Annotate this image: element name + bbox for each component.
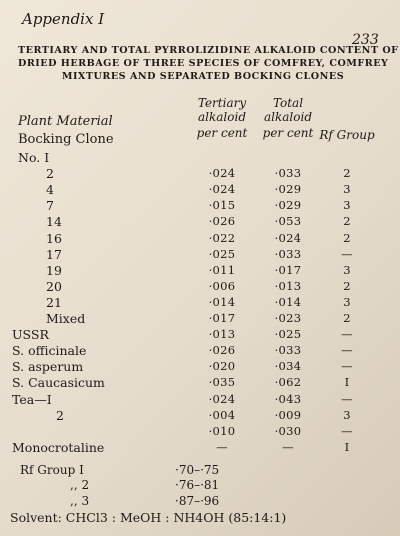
row-tertiary: ·014 (208, 295, 236, 309)
row-total: ·014 (274, 295, 302, 309)
page-number: 233 (352, 32, 379, 48)
rf-group-2-label: ,, 2 (70, 478, 90, 492)
row-label: Tea—I (12, 392, 52, 407)
row-label: 14 (46, 214, 62, 229)
row-label: 2 (56, 408, 64, 423)
rf-group-3-range: ·87–·96 (175, 494, 220, 508)
row-tertiary: ·004 (208, 408, 236, 422)
row-tertiary: ·026 (208, 214, 236, 228)
row-label: 4 (46, 182, 54, 197)
row-rf-group: 2 (343, 214, 351, 228)
row-rf-group: — (341, 359, 353, 373)
row-total: ·033 (274, 166, 302, 180)
row-total: ·009 (274, 408, 302, 422)
row-tertiary: ·010 (208, 424, 236, 438)
row-rf-group: 3 (343, 295, 351, 309)
appendix-heading: Appendix I (22, 10, 105, 28)
total-header-2: alkaloid (264, 110, 312, 124)
row-tertiary: ·025 (208, 247, 236, 261)
tertiary-header-3: per cent (196, 126, 248, 140)
tertiary-header-2: alkaloid (198, 110, 246, 124)
row-label: Monocrotaline (12, 440, 105, 455)
row-tertiary: ·026 (208, 343, 236, 357)
row-rf-group: 3 (343, 408, 351, 422)
row-tertiary: ·020 (208, 359, 236, 373)
row-rf-group: 2 (343, 231, 351, 245)
row-label: USSR (12, 327, 49, 342)
row-total: ·043 (274, 392, 302, 406)
row-total: ·033 (274, 343, 302, 357)
row-tertiary: ·015 (208, 198, 236, 212)
row-total: ·013 (274, 279, 302, 293)
row-rf-group: 2 (343, 311, 351, 325)
row-total: ·024 (274, 231, 302, 245)
row-label: S. officinale (12, 343, 87, 358)
row-label: 2 (46, 166, 54, 181)
row-tertiary: ·017 (208, 311, 236, 325)
row-total: ·033 (274, 247, 302, 261)
row-total: ·025 (274, 327, 302, 341)
row-rf-group: — (341, 392, 353, 406)
row-tertiary: ·024 (208, 392, 236, 406)
row-label: S. Caucasicum (12, 375, 105, 390)
row-rf-group: — (341, 247, 353, 261)
bocking-clone-header: Bocking Clone (18, 132, 114, 147)
row-label: 21 (46, 295, 62, 310)
row-label: S. asperum (12, 359, 84, 374)
row-rf-group: 2 (343, 279, 351, 293)
rf-group-1-label: Rf Group I (20, 463, 84, 477)
row-label: 17 (46, 247, 62, 262)
row-rf-group: — (341, 343, 353, 357)
row-label: 7 (46, 198, 54, 213)
row-tertiary: ·024 (208, 182, 236, 196)
table-title-line-3: MIXTURES AND SEPARATED BOCKING CLONES (61, 71, 345, 82)
row-tertiary: ·011 (208, 263, 236, 277)
rf-group-2-range: ·76–·81 (175, 478, 220, 492)
row-total: ·023 (274, 311, 302, 325)
row-label: No. I (18, 150, 50, 165)
plant-material-header: Plant Material (18, 114, 113, 129)
solvent-note: Solvent: CHCl3 : MeOH : NH4OH (85:14:1) (10, 510, 287, 525)
row-label: 20 (46, 279, 62, 294)
total-header-3: per cent (262, 126, 314, 140)
row-tertiary: ·013 (208, 327, 236, 341)
row-rf-group: 3 (343, 263, 351, 277)
tertiary-header-1: Tertiary (197, 96, 247, 110)
row-rf-group: — (341, 424, 353, 438)
row-rf-group: I (344, 375, 350, 389)
row-tertiary: ·006 (208, 279, 236, 293)
rf-group-1-range: ·70–·75 (175, 463, 220, 477)
row-total: ·034 (274, 359, 302, 373)
total-header-1: Total (272, 96, 304, 110)
row-total: ·029 (274, 182, 302, 196)
row-total: ·053 (274, 214, 302, 228)
rf-group-header: Rf Group (319, 128, 375, 142)
row-tertiary: ·035 (208, 375, 236, 389)
row-label: Mixed (46, 311, 86, 326)
row-rf-group: I (344, 440, 350, 454)
row-label: 16 (46, 231, 62, 246)
row-rf-group: — (341, 327, 353, 341)
row-total: — (282, 440, 294, 454)
row-tertiary: ·024 (208, 166, 236, 180)
row-tertiary: — (216, 440, 228, 454)
row-total: ·029 (274, 198, 302, 212)
table-title-line-1: TERTIARY AND TOTAL PYRROLIZIDINE ALKALOID CONTENT OF (18, 45, 399, 56)
row-rf-group: 2 (343, 166, 351, 180)
row-total: ·062 (274, 375, 302, 389)
row-total: ·017 (274, 263, 302, 277)
row-rf-group: 3 (343, 182, 351, 196)
table-title-line-2: DRIED HERBAGE OF THREE SPECIES OF COMFREY, COMFREY (18, 58, 389, 69)
row-tertiary: ·022 (208, 231, 236, 245)
row-rf-group: 3 (343, 198, 351, 212)
row-total: ·030 (274, 424, 302, 438)
row-label: 19 (46, 263, 62, 278)
rf-group-3-label: ,, 3 (70, 494, 90, 508)
